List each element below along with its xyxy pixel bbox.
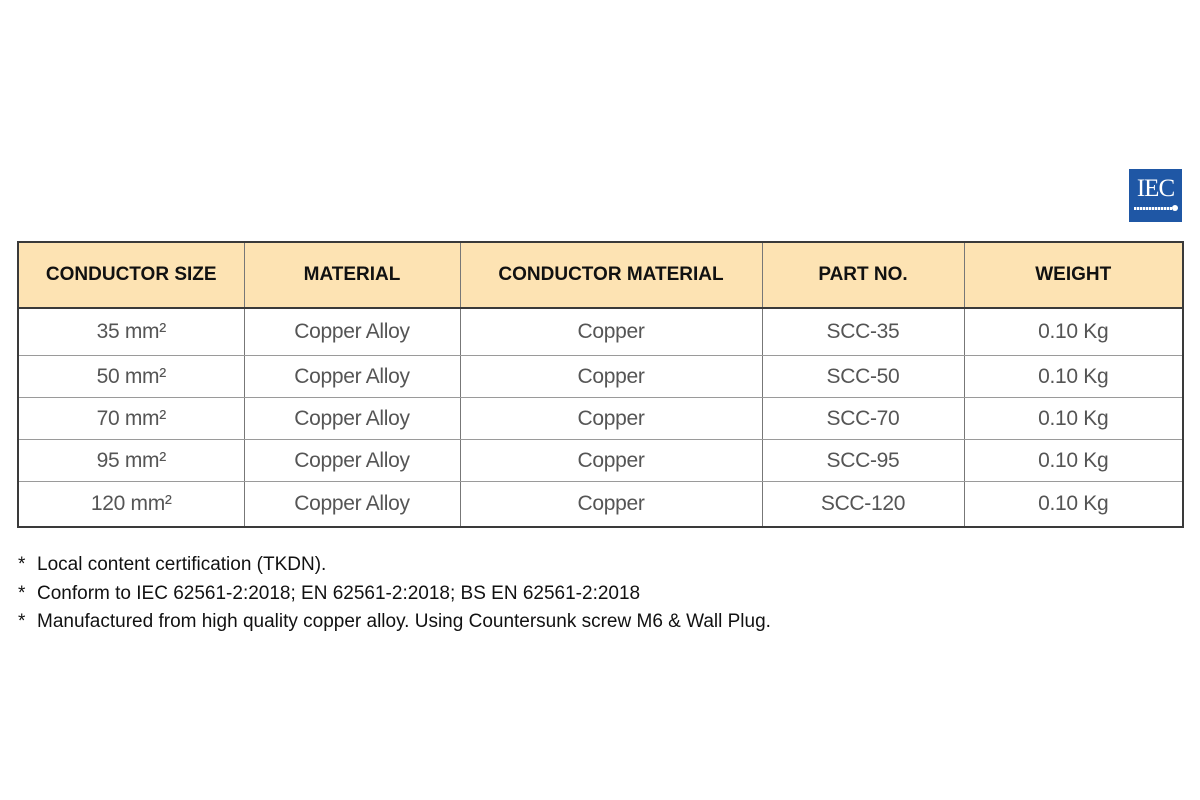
cell-conductor-size: 95 mm² — [18, 440, 244, 482]
table-row — [18, 308, 1183, 356]
cell-weight: 0.10 Kg — [964, 308, 1183, 356]
cell-part-no: SCC-120 — [762, 482, 964, 528]
note-bullet: * — [18, 582, 26, 604]
cell-conductor-material: Copper — [460, 398, 762, 440]
cell-material: Copper Alloy — [244, 482, 460, 528]
note-text: Manufactured from high quality copper alloy. Using Countersunk screw M6 & Wall Plug. — [37, 611, 771, 632]
table-row — [18, 356, 1183, 398]
note-item — [18, 608, 771, 637]
cell-material: Copper Alloy — [244, 440, 460, 482]
table-header-row — [18, 242, 1183, 308]
iec-logo-text: IEC — [1136, 175, 1175, 202]
header-material: MATERIAL — [244, 242, 460, 308]
cell-weight: 0.10 Kg — [964, 356, 1183, 398]
specification-table — [17, 241, 1184, 528]
header-conductor-size: CONDUCTOR SIZE — [18, 242, 244, 308]
iec-logo-dot — [1172, 205, 1178, 211]
cell-conductor-size: 50 mm² — [18, 356, 244, 398]
cell-material: Copper Alloy — [244, 356, 460, 398]
cell-conductor-material: Copper — [460, 482, 762, 528]
cell-conductor-material: Copper — [460, 440, 762, 482]
cell-conductor-material: Copper — [460, 308, 762, 356]
header-weight: WEIGHT — [964, 242, 1183, 308]
cell-part-no: SCC-70 — [762, 398, 964, 440]
cell-weight: 0.10 Kg — [964, 398, 1183, 440]
note-text: Local content certification (TKDN). — [37, 554, 327, 575]
notes-list — [18, 551, 771, 637]
cell-material: Copper Alloy — [244, 308, 460, 356]
table-row — [18, 398, 1183, 440]
cell-part-no: SCC-50 — [762, 356, 964, 398]
cell-conductor-size: 35 mm² — [18, 308, 244, 356]
iec-logo-line — [1134, 207, 1172, 210]
cell-weight: 0.10 Kg — [964, 440, 1183, 482]
table-row — [18, 482, 1183, 528]
cell-conductor-size: 70 mm² — [18, 398, 244, 440]
note-text: Conform to IEC 62561-2:2018; EN 62561-2:2018; BS EN 62561-2:2018 — [37, 582, 641, 604]
note-item — [18, 580, 771, 609]
cell-part-no: SCC-95 — [762, 440, 964, 482]
header-conductor-material: CONDUCTOR MATERIAL — [460, 242, 762, 308]
cell-weight: 0.10 Kg — [1038, 492, 1109, 515]
cell-conductor-material: Copper — [460, 356, 762, 398]
note-bullet: * — [18, 611, 26, 632]
table-row — [18, 440, 1183, 482]
cell-material: Copper Alloy — [244, 398, 460, 440]
cell-part-no: SCC-35 — [762, 308, 964, 356]
cell-conductor-size: 120 mm² — [18, 482, 244, 528]
note-bullet: * — [18, 554, 26, 575]
header-part-no: PART NO. — [762, 242, 964, 308]
iec-logo — [1129, 169, 1182, 222]
note-item — [18, 551, 771, 580]
